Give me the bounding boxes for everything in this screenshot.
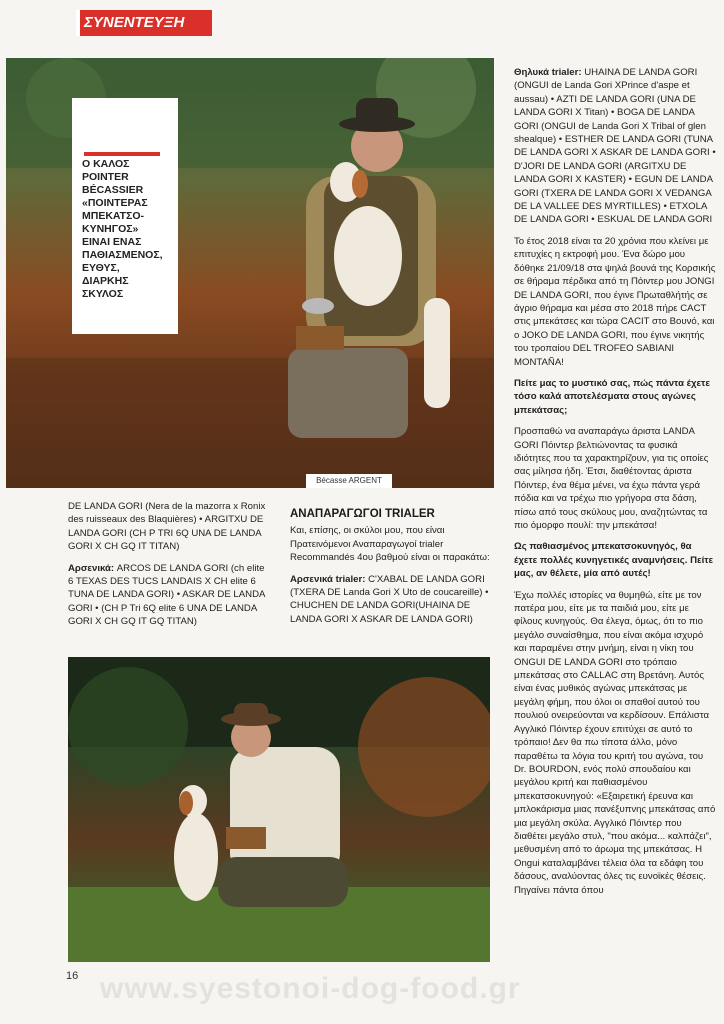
male-list: ARCOS DE LANDA GORI (ch elite 6 TEXAS DES TUCS LANDAIS X CH elite 6 TUNA DE LANDA GORI) • ASKAR DE LANDA GORI • (CH P Tri 6Q elite 6 UNA DE LANDA GORI X CH GQ IT GQ TITAN) [68,562,265,628]
section-heading: ΑΝΑΠΑΡΑΓΩΓΟΙ TRIALER [290,508,435,520]
kneeling-hunter-illustration [68,657,490,962]
left-paragraph-1: DE LANDA GORI (Nera de la mazorra x Ronix des ruisseaux des Blaquières) • ARGITXU DE LANDA GORI (CH P TRI 6Q UNA DE LANDA GORI X CH GQ IT TITAN) [68,501,266,553]
male-label: Αρσενικά: [68,562,115,574]
section-tag [76,10,212,36]
right-paragraph-3: Προσπαθώ να αναπαράγω άριστα LANDA GORI Πόιντερ βελτιώνοντας τα φυσικά ιδιότητες που τα χαρακτηρίζουν, για τις οποίες σας μίλησα ήδη. Έτσι, διαθέτοντας άριστα Πόιντερ, ένα θέμα μένει, να έχω πάντα γερά πόδια και να τρέχω πιο γρήγορα στα δάση, πίσω από τους σκύλους μου, αναζητώντας τα πιο όμορφο πουλί: την μπεκάτσα! [514,426,709,531]
photo-caption: Bécasse ARGENT [306,474,392,488]
right-paragraph-1 [514,66,716,227]
interview-question-1: Πείτε μας το μυστικό σας, πώς πάντα έχετε τόσο καλά αποτελέσματα στους αγώνες μπεκάτσας; [514,377,710,416]
pullquote-accent-bar [84,152,160,156]
male-trialer-label: Αρσενικά trialer: [290,573,366,585]
watermark-text: www.syestonoi-dog-food.gr [100,972,521,1005]
middle-text-column [290,508,490,634]
right-paragraph-4: Έχω πολλές ιστορίες να θυμηθώ, είτε με τον πατέρα μου, είτε με τα παιδιά μου, είτε με φίλους κυνηγούς. Θα έλεγα, όμως, ότι το πιο μεγάλο συναίσθημα, που είναι ακόμα ισχυρό και παραμένει στην μνήμη, είναι η νίκη του ONGUI DE LANDA GORI στο τρόπαιο μπεκάτσας στο CALLAC στη Βρετάνη. Αυτός είναι ένας μυθικός αγώνας μπεκάτσας με μεγάλη φήμη, που όλοι οι σπαθοί αυτού του πουλιού ονειρεύονται να κερδίσουν. Επάλιστα Αγγλικό Πόιντερ έχουν επιτύχει σε αυτό το τρόπαιο! Δεν θα πω τίποτα άλλο, μόνο παραθέτω τα λόγια του κριτή του αγώνα, του Dr. BOURDON, ενός πολύ σπουδαίου και μεγάλου κριτή και παθιασμένου μπεκατσοκυνηγού: «Εξαιρετική έρευνα και μπλοκάρισμα μιας πανέξυπνης μπεκάτσας από μια μεγάλη σκύλα. Αγγλικό Πόιντερ που διαθέτει μεγάλο στυλ, "που ακόμα... καλπάζει", μεθυσμένη από το άρωμα της μπεκάτσας. Η Ongui καταλαμβάνει τέλεια όλα τα εδάφη του δάσους, αναλύοντας όλες τις ευνοϊκές θέσεις. Πηγαίνει πάντα όπου [514,589,716,896]
middle-paragraph-2 [290,573,490,627]
left-paragraph-2 [68,562,270,629]
male-trialer-list: C'XABAL DE LANDA GORI (TXERA DE Landa Gori X Uto de coucareille) • CHUCHEN DE LANDA GORI(UHAINA DE LANDA GORI X ASKAR DE LANDA GORI) [290,573,489,625]
female-trialer-list: UHAINA DE LANDA GORI (ONGUI de Landa Gori XPrince d'aspe et aussau) • AZTI DE LANDA GORI (UNA DE LANDA GORI X Titan) • BOGA DE LANDA GORI (ONGUI de Landa Gori X Tribal of glen shealque) • ESTHER DE LANDA GORI (TUNA DE LANDA GORI X ASKAR DE LANDA GORI • D'JORI DE LANDA GORI (ARGITXU DE LANDA GORI X KASTER) • EGUN DE LANDA GORI (TXERA DE LANDA GORI X VEDANGA DE LA VALLEE DES MYRTILLES) • ETXOLA DE LANDA GORI • ESKUAL DE LANDA GORI [514,67,716,226]
section-tag-label: ΣΥΝΕΝΤΕΥΞΗ [84,14,185,31]
pullquote-text: Ο ΚΑΛΟΣ POINTER BÉCASSIER «ΠΟΙΝΤΕΡΑΣ ΜΠΕΚΑΤΣΟ-ΚΥΝΗΓΟΣ» ΕΙΝΑΙ ΕΝΑΣ ΠΑΘΙΑΣΜΕΝΟΣ, ΕΥΘΥΣ, ΔΙΑΡΚΗΣ ΣΚΥΛΟΣ [82,158,163,300]
right-text-column [514,66,716,905]
page-number: 16 [66,970,79,982]
left-text-column [68,500,270,637]
kneeling-hunter-photo [68,657,490,962]
middle-paragraph-1: Και, επίσης, οι σκύλοι μου, που είναι Πρατεινόμενοι Αναπαραγωγοί trialer Recommandés 4ου βαθμού είναι οι παρακάτω: [290,525,490,564]
pullquote-box [72,98,178,334]
interview-question-2: Ως παθιασμένος μπεκατσοκυνηγός, θα έχετε πολλές κυνηγετικές αναμνήσεις. Πείτε μας, αν θέλετε, μία από αυτές! [514,541,714,580]
female-trialer-label: Θηλυκά trialer: [514,67,582,78]
right-paragraph-2: Το έτος 2018 είναι τα 20 χρόνια που κλείνει με επιτυχίες η εκτροφή μου. Ένα δώρο μου δόθηκε 21/09/18 στα ψηλά βουνά της Κορσικής σε θήραμα πέρδικα από τη Πόιντερ μου JONGI DE LANDA GORI, που έγινε Πρωταθλήτής σε άγριο θήραμα και μέσα στο 2018 πήρε CACT στις μπεκάτσες και τώρα CACIT στο Βουνό, και ο JOKO DE LANDA GORI, που έγινε νικητής του τροπαίου DEL TROFEO SABIANI MONTAÑA! [514,235,716,368]
